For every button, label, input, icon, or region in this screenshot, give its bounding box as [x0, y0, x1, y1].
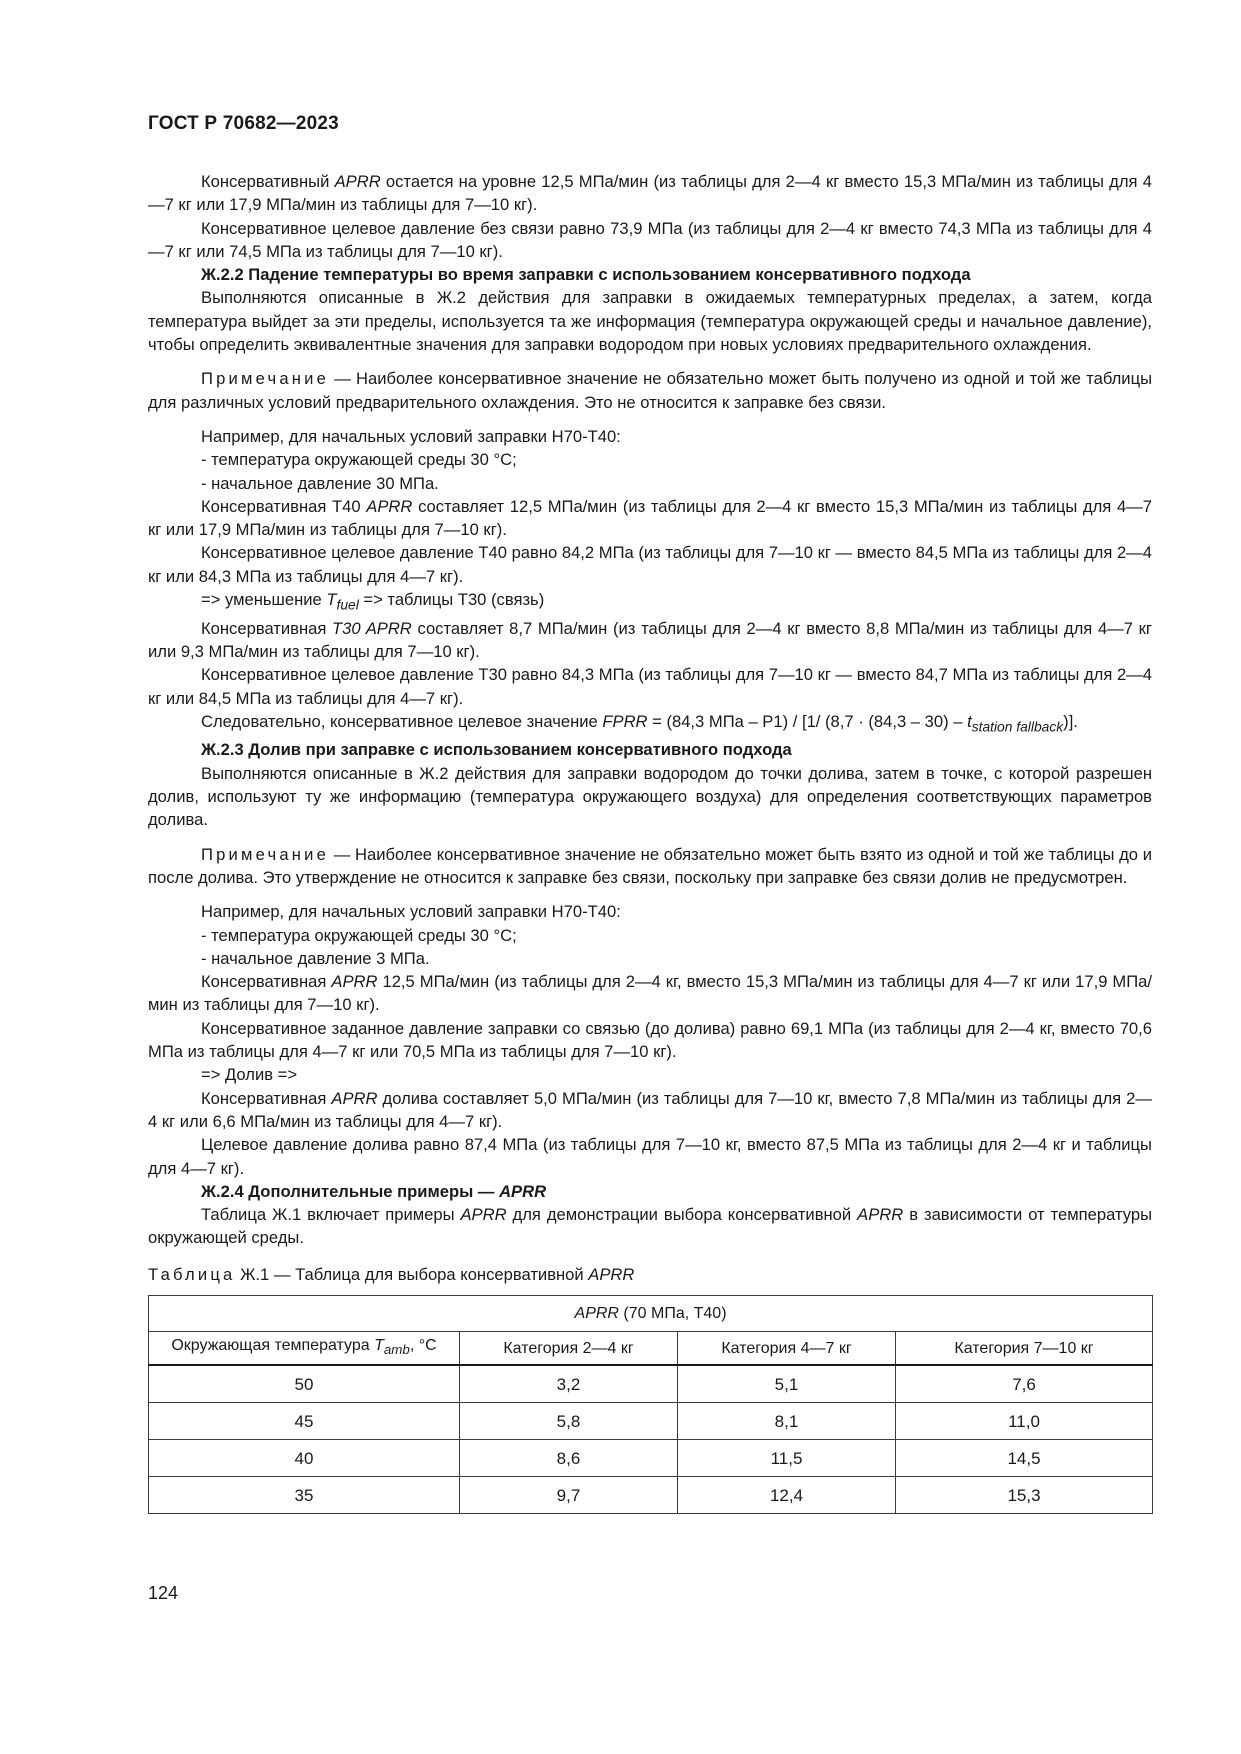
text: в зависимости от температуры окружающей среды. [148, 1205, 1153, 1248]
paragraph-j22: Выполняются описанные в Ж.2 действия для заправки в ожидаемых температурных пределах, а затем, когда температура выйдет за эти пределы, используется та же информация (температура окружающей среды и начальное давление), чтобы определить эквивалентные значения для заправки водородом при новых условиях предварительного охлаждения. [148, 288, 1152, 355]
symbol-t: t [967, 711, 972, 731]
caption-label: Таблица [148, 1264, 236, 1284]
text: Следовательно, консервативное целевое значение [201, 711, 603, 731]
table-caption [148, 1263, 1152, 1286]
term-t30-aprr: T30 APRR [332, 618, 412, 638]
paragraph-formula [148, 710, 1152, 739]
paragraph-j24 [148, 1203, 1152, 1250]
text: составляет 8,7 МПа/мин (из таблицы для 2—4 кг вместо 8,8 МПа/мин из таблицы для 4—7 кг или 9,3 МПа/мин из таблицы для 7—10 кг). [148, 618, 1152, 661]
table-cell: 9,7 [460, 1477, 678, 1514]
term-aprr: APRR [499, 1181, 547, 1201]
table-row [149, 1365, 1153, 1403]
paragraph: Консервативное целевое давление Т30 равно 84,3 МПа (из таблицы для 7—10 кг — вместо 84,7 МПа из таблицы для 2—4 кг или 84,5 МПа из таблицы для 4—7 кг). [148, 665, 1152, 708]
paragraph: Консервативное заданное давление заправки со связью (до долива) равно 69,1 МПа (из таблицы для 2—4 кг, вместо 70,6 МПа из таблицы для 4—7 кг или 70,5 МПа из таблицы для 7—10 кг). [148, 1018, 1152, 1062]
text: долива составляет 5,0 МПа/мин (из таблицы для 7—10 кг, вместо 7,8 МПа/мин из таблицы для 2—4 кг или 6,6 МПа/мин из таблицы для 4—7 кг). [148, 1088, 1152, 1131]
table-cell: 45 [149, 1403, 460, 1440]
table-span-header [149, 1295, 1153, 1331]
note-label: Примечание [201, 844, 330, 864]
text: для демонстрации выбора консервативной [506, 1205, 858, 1225]
text: Ж.2.4 Дополнительные примеры — [201, 1181, 500, 1201]
table-cell: 14,5 [896, 1440, 1153, 1477]
table-cell: 50 [149, 1365, 460, 1403]
term-aprr: APRR [588, 1264, 635, 1284]
list-item: - температура окружающей среды 30 °С; [201, 925, 517, 945]
example-intro-1: Например, для начальных условий заправки H70-T40: [201, 426, 621, 446]
table-cell: 40 [149, 1440, 460, 1477]
paragraph [148, 495, 1152, 542]
table-cell: 7,6 [896, 1365, 1153, 1403]
text: Окружающая температура [171, 1337, 375, 1355]
caption-text: Ж.1 — Таблица для выбора консервативной [240, 1264, 589, 1284]
subscript-amb: amb [383, 1342, 410, 1358]
paragraph [148, 970, 1152, 1017]
list-item: - температура окружающей среды 30 °С; [201, 450, 517, 470]
list-item: - начальное давление 30 МПа. [201, 473, 439, 493]
section-heading-j23: Ж.2.3 Долив при заправке с использованием консервативного подхода [201, 740, 792, 760]
paragraph-aprr-conservative [148, 170, 1152, 217]
text: остается на уровне 12,5 МПа/мин (из таблицы для 2—4 кг вместо 15,3 МПа/мин из таблицы для 4—7 кг или 17,9 МПа/мин из таблицы для 7—10 кг). [148, 172, 1152, 215]
text: , °С [409, 1337, 437, 1355]
page-content [148, 170, 1152, 1514]
text: Консервативная Т40 [201, 496, 367, 516]
aprr-table [148, 1295, 1153, 1515]
column-header-temperature [149, 1331, 460, 1365]
paragraph-target-pressure: Консервативное целевое давление без связи равно 73,9 МПа (из таблицы для 2—4 кг вместо 74,3 МПа из таблицы для 4—7 кг или 74,5 МПа из таблицы для 7—10 кг). [148, 218, 1152, 261]
page-number: 124 [148, 1583, 179, 1603]
subscript-station: station fallback [971, 718, 1064, 735]
table-row [149, 1440, 1153, 1477]
paragraph [148, 617, 1152, 664]
symbol-t: T [374, 1337, 384, 1355]
column-header-cat-7-10: Категория 7—10 кг [896, 1331, 1153, 1365]
term-aprr: APRR [857, 1205, 904, 1225]
table-cell: 11,5 [678, 1440, 896, 1477]
table-cell: 8,6 [460, 1440, 678, 1477]
text: составляет 12,5 МПа/мин (из таблицы для 2—4 кг вместо 15,3 МПа/мин из таблицы для 4—7 кг или 17,9 МПа/мин из таблицы для 7—10 кг). [148, 496, 1152, 540]
table-cell: 35 [149, 1477, 460, 1514]
term-aprr: APRR [460, 1205, 507, 1225]
text: )]. [1063, 711, 1078, 731]
term-aprr: APRR [334, 172, 381, 191]
note-text: — Наиболее консервативное значение не обязательно может быть получено из одной и той же таблицы для различных условий предварительного охлаждения. Это не относится к заправке без связи. [148, 369, 1152, 412]
note-label: Примечание [201, 369, 330, 389]
paragraph: => Долив => [201, 1065, 298, 1085]
column-header-cat-2-4: Категория 2—4 кг [460, 1331, 678, 1365]
table-cell: 11,0 [896, 1403, 1153, 1440]
term-aprr: APRR [574, 1304, 619, 1322]
paragraph: Консервативное целевое давление Т40 равно 84,2 МПа (из таблицы для 7—10 кг — вместо 84,5 МПа из таблицы для 2—4 кг или 84,3 МПа из таблицы для 4—7 кг). [148, 543, 1152, 586]
term-aprr: APRR [331, 972, 378, 992]
symbol-t: T [326, 590, 337, 610]
paragraph: Целевое давление долива равно 87,4 МПа (из таблицы для 7—10 кг, вместо 87,5 МПа из таблицы для 2—4 кг и таблицы для 4—7 кг). [148, 1135, 1152, 1178]
text: => уменьшение [201, 590, 327, 610]
table-cell: 15,3 [896, 1477, 1153, 1514]
table-cell: 5,8 [460, 1403, 678, 1440]
paragraph-j23: Выполняются описанные в Ж.2 действия для заправки водородом до точки долива, затем в точке, с которой разрешен долив, используют ту же информацию (температура окружающего воздуха) для определения соответствующих параметров долива. [148, 763, 1152, 830]
list-item: - начальное давление 3 МПа. [201, 948, 430, 968]
text: 12,5 МПа/мин (из таблицы для 2—4 кг, вместо 15,3 МПа/мин из таблицы для 4—7 кг или 17,9 МПа/мин из таблицы для 7—10 кг). [148, 972, 1153, 1015]
table-cell: 8,1 [678, 1403, 896, 1440]
term-aprr: APRR [331, 1088, 378, 1108]
text: => таблицы Т30 (связь) [358, 590, 545, 610]
note-1 [148, 367, 1152, 414]
example-intro-2: Например, для начальных условий заправки H70-T40: [201, 902, 621, 922]
note-text: — Наиболее консервативное значение не обязательно может быть взято из одной и той же таблицы до и после долива. Это утверждение не относится к заправке без связи, поскольку при заправке без связи долив не предусмотрен. [148, 844, 1152, 887]
text: Консервативная [201, 618, 333, 638]
column-header-cat-4-7: Категория 4—7 кг [678, 1331, 896, 1365]
table-row [149, 1477, 1153, 1514]
section-heading-j24 [148, 1180, 1152, 1203]
document-header: ГОСТ Р 70682—2023 [148, 113, 339, 134]
term-aprr: APRR [366, 496, 413, 516]
term-fprr: FPRR [602, 711, 648, 731]
text: Консервативный [201, 172, 335, 191]
section-heading-j22: Ж.2.2 Падение температуры во время заправки с использованием консервативного подхода [201, 265, 971, 285]
text: Консервативная [201, 1088, 332, 1108]
paragraph [148, 588, 1152, 617]
paragraph [148, 1087, 1152, 1134]
table-cell: 5,1 [678, 1365, 896, 1403]
table-cell: 12,4 [678, 1477, 896, 1514]
text: = (84,3 МПа – Р1) / [1/ (8,7 · (84,3 – 30) – [647, 711, 968, 731]
subscript-fuel: fuel [336, 596, 359, 613]
table-cell: 3,2 [460, 1365, 678, 1403]
note-2 [148, 843, 1152, 890]
table-row [149, 1403, 1153, 1440]
text: Консервативная [201, 972, 332, 992]
text: Таблица Ж.1 включает примеры [201, 1205, 461, 1225]
text: (70 МПа, Т40) [618, 1304, 727, 1322]
